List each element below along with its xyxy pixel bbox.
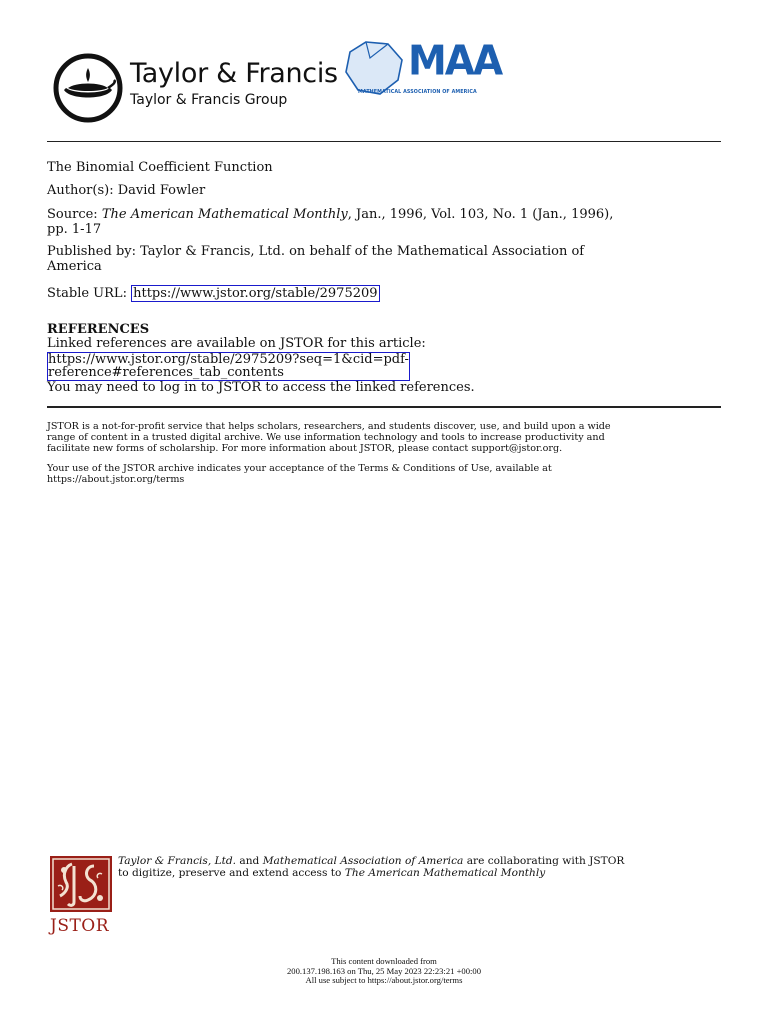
references-link-line1: https://www.jstor.org/stable/2975209?seq=1&cid=pdf- (48, 351, 409, 367)
collab-journal: The American Mathematical Monthly (344, 867, 546, 879)
journal-name: The American Mathematical Monthly (101, 207, 348, 222)
collab-text: are collaborating with JSTOR (466, 855, 625, 867)
taylor-francis-logo (52, 52, 342, 122)
published-by-label: Published by: (47, 244, 136, 259)
author-name: David Fowler (117, 183, 206, 198)
notice-line: facilitate new forms of scholarship. For more information about JSTOR, please contact support@jstor.org. (47, 442, 563, 454)
terms-line: Your use of the JSTOR archive indicates your acceptance of the Terms & Conditions of Use, available at (47, 463, 552, 474)
references-heading: REFERENCES (47, 322, 150, 337)
references-intro: Linked references are available on JSTOR for this article: (47, 336, 426, 351)
references-link[interactable] (47, 352, 410, 381)
section-divider (47, 406, 721, 408)
footer-line: All use subject to https://about.jstor.org/terms (305, 975, 463, 986)
maa-logo (344, 37, 502, 102)
stable-url-line (47, 286, 721, 301)
article-title: The Binomial Coefficient Function (47, 160, 273, 175)
notice-line: range of content in a trusted digital archive. We use information technology and tools to increase productivity and (47, 431, 605, 443)
author-label: Author(s): (47, 183, 114, 198)
stable-url-link[interactable]: https://www.jstor.org/stable/2975209 (133, 286, 378, 301)
maa-wordmark: MAA (408, 37, 502, 86)
publisher-group: Taylor & Francis Group (130, 92, 288, 108)
oil-lamp-emblem-icon (52, 52, 124, 124)
collab-and: and (239, 855, 260, 867)
collab-publisher: Taylor & Francis, Ltd. (118, 855, 237, 867)
download-footer (184, 957, 584, 986)
source-details: , Jan., 1996, Vol. 103, No. 1 (Jan., 1996), (347, 207, 614, 222)
collab-society: Mathematical Association of America (262, 855, 464, 867)
published-by-line (47, 244, 721, 274)
terms-link[interactable]: https://about.jstor.org/terms (47, 473, 185, 485)
publisher-name: Taylor & Francis (130, 58, 338, 89)
references-body (47, 337, 721, 395)
source-label: Source: (47, 207, 98, 222)
notice-line: JSTOR is a not-for-profit service that helps scholars, researchers, and students discover, use, and build upon a wide (47, 421, 611, 432)
references-note: You may need to log in to JSTOR to access the linked references. (47, 379, 475, 395)
footer-line: 200.137.198.163 on Thu, 25 May 2023 22:23:21 +00:00 (287, 965, 481, 976)
collaboration-statement (118, 855, 718, 879)
author-line (47, 183, 721, 198)
published-by-text-cont: America (47, 259, 102, 274)
collab-text-cont: to digitize, preserve and extend access to (118, 867, 342, 879)
footer-line: This content downloaded from (331, 956, 437, 966)
source-line (47, 207, 721, 237)
jstor-notice-paragraph (47, 422, 721, 454)
terms-paragraph (47, 464, 721, 486)
references-link-line2: reference#references_tab_contents (48, 365, 284, 380)
stable-url-label: Stable URL: (47, 286, 127, 301)
page-range: pp. 1-17 (47, 222, 102, 237)
published-by-text: Taylor & Francis, Ltd. on behalf of the Mathematical Association of (140, 244, 585, 259)
maa-tagline: MATHEMATICAL ASSOCIATION OF AMERICA (358, 90, 477, 95)
top-divider (47, 141, 721, 142)
jstor-wordmark: JSTOR (50, 916, 110, 936)
jstor-emblem-icon (50, 856, 112, 912)
jstor-logo (50, 856, 114, 938)
